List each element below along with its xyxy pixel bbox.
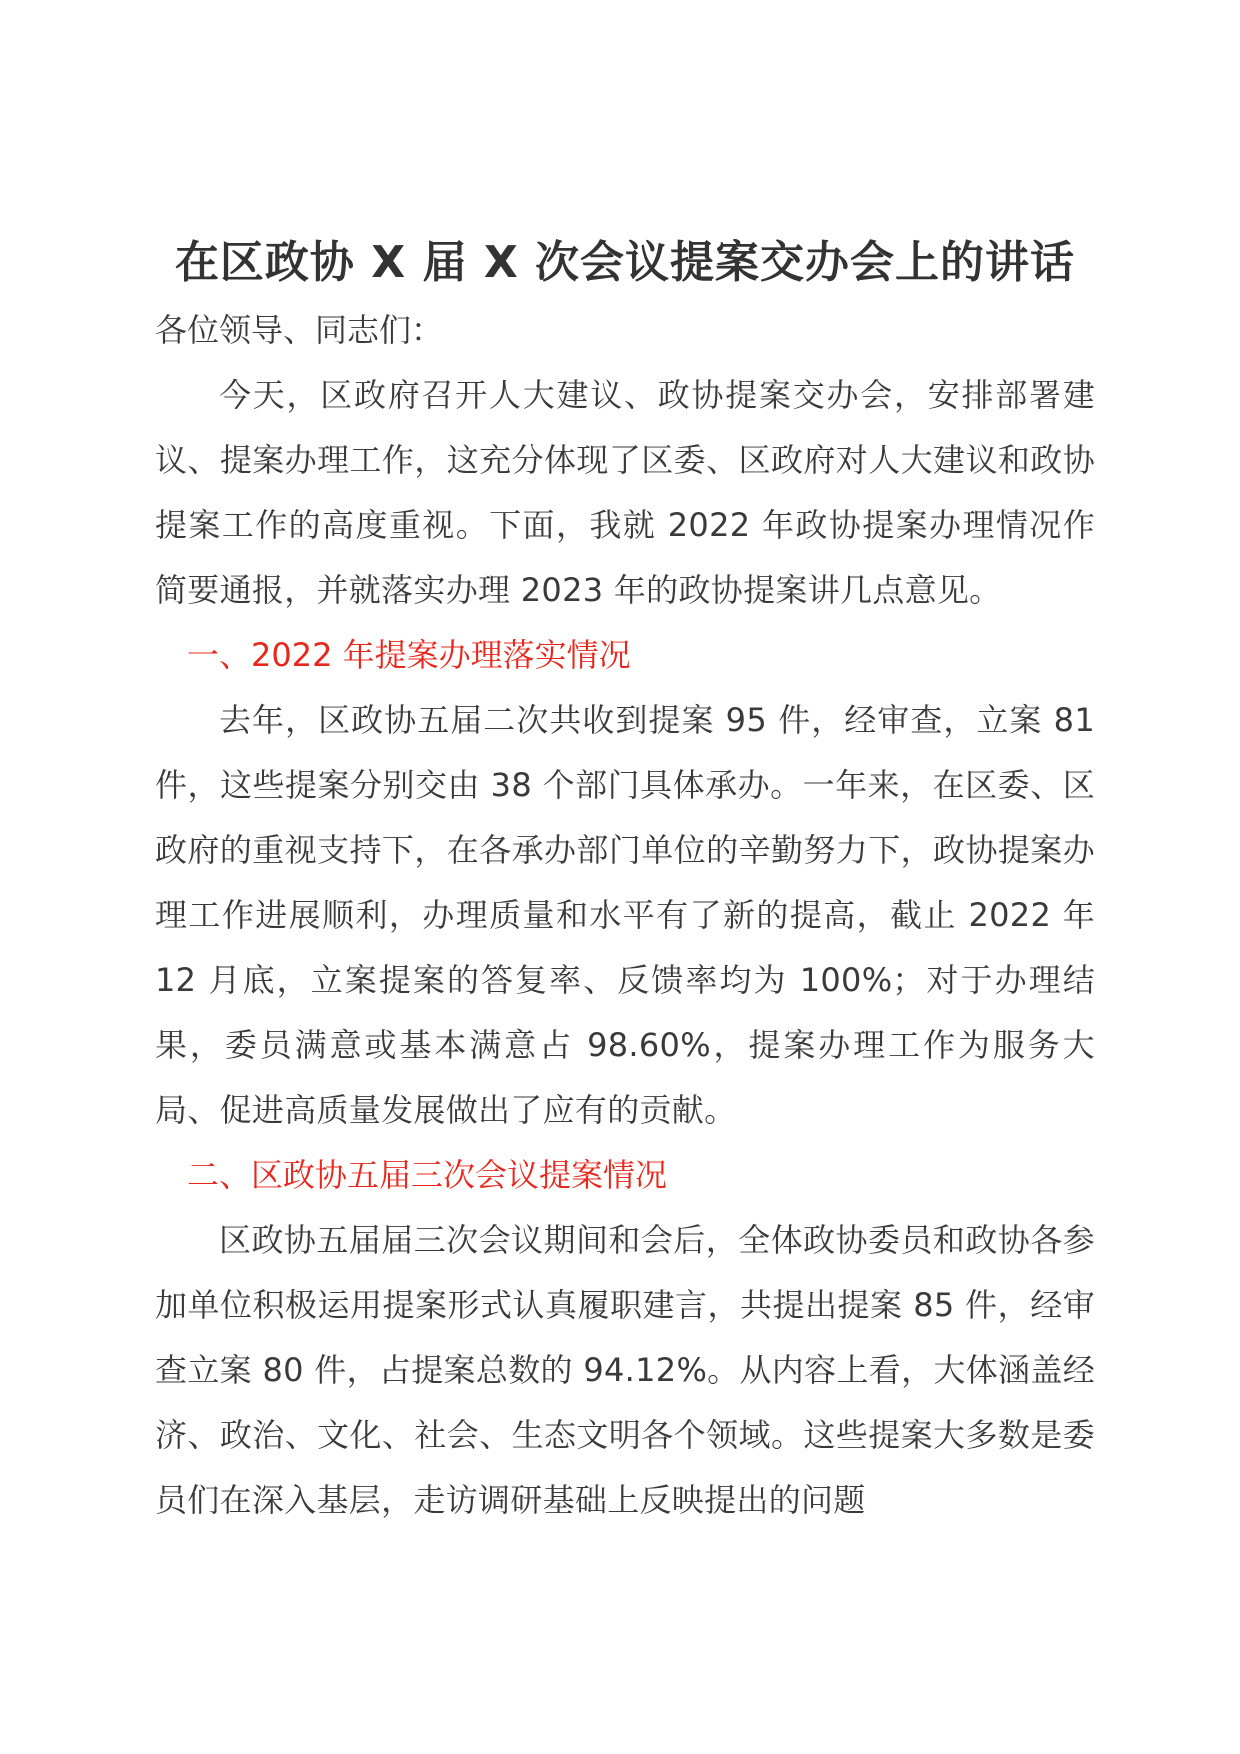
- section-heading-1: 一、2022 年提案办理落实情况: [187, 636, 631, 674]
- paragraph-intro: 今天，区政府召开人大建议、政协提案交办会，安排部署建议、提案办理工作，这充分体现了区委、区政府对人大建议和政协提案工作的高度重视。下面，我就 2022 年政协提案办理情况作简要通报，并就落实办理 2023 年的政协提案讲几点意见。: [155, 376, 1095, 609]
- paragraph-section-1: 去年，区政协五届二次共收到提案 95 件，经审查，立案 81 件，这些提案分别交由 38 个部门具体承办。一年来，在区委、区政府的重视支持下，在各承办部门单位的辛勤努力下，政协提案办理工作进展顺利，办理质量和水平有了新的提高，截止 2022 年 12 月底，立案提案的答复率、反馈率均为 100%；对于办理结果，委员满意或基本满意占 98.60%，提案办理工作为服务大局、促进高质量发展做出了应有的贡献。: [155, 701, 1095, 1129]
- section-heading-2: 二、区政协五届三次会议提案情况: [187, 1156, 668, 1194]
- paragraph-section-2: 区政协五届届三次会议期间和会后，全体政协委员和政协各参加单位积极运用提案形式认真履职建言，共提出提案 85 件，经审查立案 80 件，占提案总数的 94.12%。从内容上看，大体涵盖经济、政治、文化、社会、生态文明各个领域。这些提案大多数是委员们在深入基层，走访调研基础上反映提出的问题: [155, 1221, 1095, 1519]
- document-body: [155, 228, 1095, 1533]
- document-title: 在区政协 X 届 X 次会议提案交办会上的讲话: [174, 237, 1076, 288]
- salutation: 各位领导、同志们：: [155, 311, 444, 349]
